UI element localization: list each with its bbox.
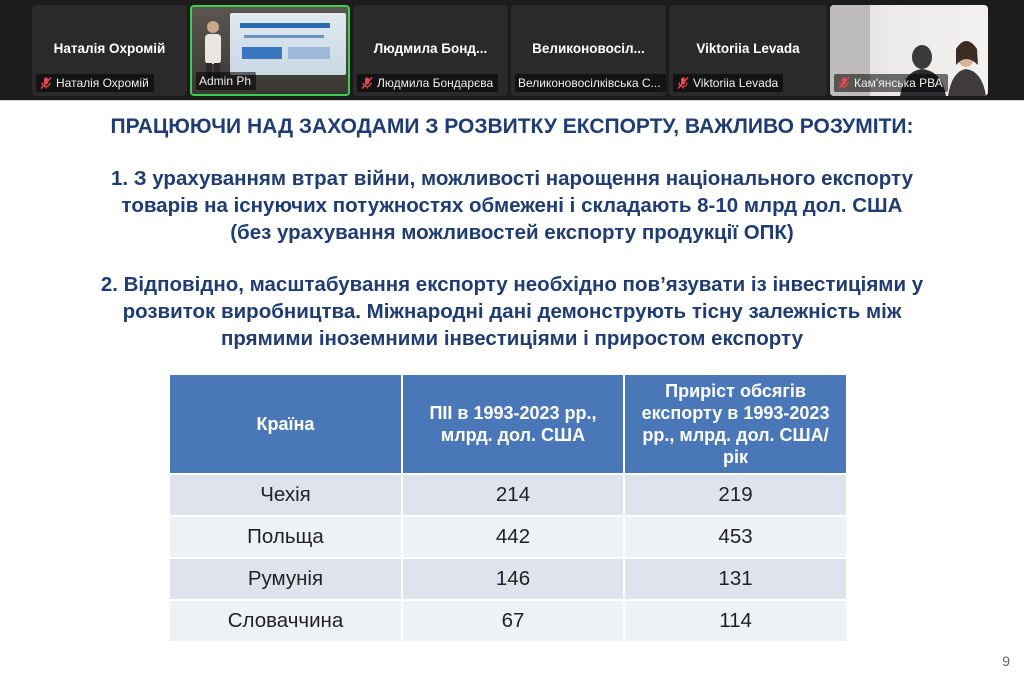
cell-fdi: 442 [403, 517, 623, 557]
slide-title: ПРАЦЮЮЧИ НАД ЗАХОДАМИ З РОЗВИТКУ ЕКСПОРТУ, ВАЖЛИВО РОЗУМІТИ: [110, 115, 914, 138]
point-1-line-1: 1. З урахуванням втрат війни, можливості нарощення національного експорту [110, 167, 914, 190]
slide-page-number: 9 [1002, 653, 1010, 669]
cell-export-growth: 453 [625, 517, 846, 557]
participant-strip [0, 0, 1024, 100]
participant-label-text: Admin Ph [199, 74, 252, 88]
participant-tile-2[interactable] [190, 5, 350, 96]
fdi-export-table [168, 373, 848, 643]
cell-export-growth: 114 [625, 601, 846, 641]
point-2-line-1: 2. Відповідно, масштабування експорту необхідно пов’язувати із інвестиціями у [100, 273, 924, 296]
cell-fdi: 214 [403, 475, 623, 515]
participant-tile-5[interactable] [669, 5, 827, 96]
cell-export-growth: 131 [625, 559, 846, 599]
cell-fdi: 146 [403, 559, 623, 599]
table-row [170, 601, 846, 641]
participant-label-text: Наталія Охромій [56, 76, 149, 90]
column-header-fdi: ПІІ в 1993-2023 рр., млрд. дол. США [403, 375, 623, 473]
mic-muted-icon [360, 76, 374, 90]
cell-country: Румунія [170, 559, 401, 599]
participant-label [834, 74, 948, 92]
participant-tile-3[interactable] [353, 5, 508, 96]
participant-label [515, 74, 666, 92]
mic-muted-icon [39, 76, 53, 90]
mic-muted-icon [837, 76, 851, 90]
cell-country: Польща [170, 517, 401, 557]
shared-slide [0, 100, 1024, 679]
table-row [170, 517, 846, 557]
participant-name: Viktoriia Levada [696, 41, 800, 56]
participant-label [673, 74, 783, 92]
participant-label-text: Viktoriia Levada [693, 76, 779, 90]
point-1-line-2: товарів на існуючих потужностях обмежені і складають 8-10 млрд дол. США [121, 194, 903, 217]
column-header-country: Країна [170, 375, 401, 473]
column-header-export-growth: Приріст обсягів експорту в 1993-2023 рр., млрд. дол. США/рік [625, 375, 846, 473]
participant-tile-4[interactable] [511, 5, 666, 96]
cell-country: Чехія [170, 475, 401, 515]
projected-screen [230, 13, 346, 75]
participant-label [196, 72, 256, 90]
point-2-line-2: розвиток виробництва. Міжнародні дані демонструють тісну залежність між [122, 300, 902, 323]
participant-name: Великоновосіл... [532, 41, 645, 56]
participant-label [357, 74, 498, 92]
participant-tile-1[interactable] [32, 5, 187, 96]
cell-export-growth: 219 [625, 475, 846, 515]
participant-label-text: Кам'янська РВА [854, 76, 943, 90]
participant-label-text: Людмила Бондарєва [377, 76, 494, 90]
table-row [170, 475, 846, 515]
participant-name: Наталія Охромій [53, 41, 166, 56]
cell-country: Словаччина [170, 601, 401, 641]
table-header-row [170, 375, 846, 473]
participant-label [36, 74, 154, 92]
participant-label-text: Великоновосілківська С... [518, 76, 661, 90]
participant-tile-6[interactable] [830, 5, 988, 96]
participant-name: Людмила Бонд... [373, 41, 488, 56]
point-2-line-3: прямими іноземними інвестиціями і приростом експорту [221, 327, 803, 350]
table-row [170, 559, 846, 599]
cell-fdi: 67 [403, 601, 623, 641]
point-1-line-3: (без урахування можливостей експорту продукції ОПК) [230, 221, 794, 244]
mic-muted-icon [676, 76, 690, 90]
